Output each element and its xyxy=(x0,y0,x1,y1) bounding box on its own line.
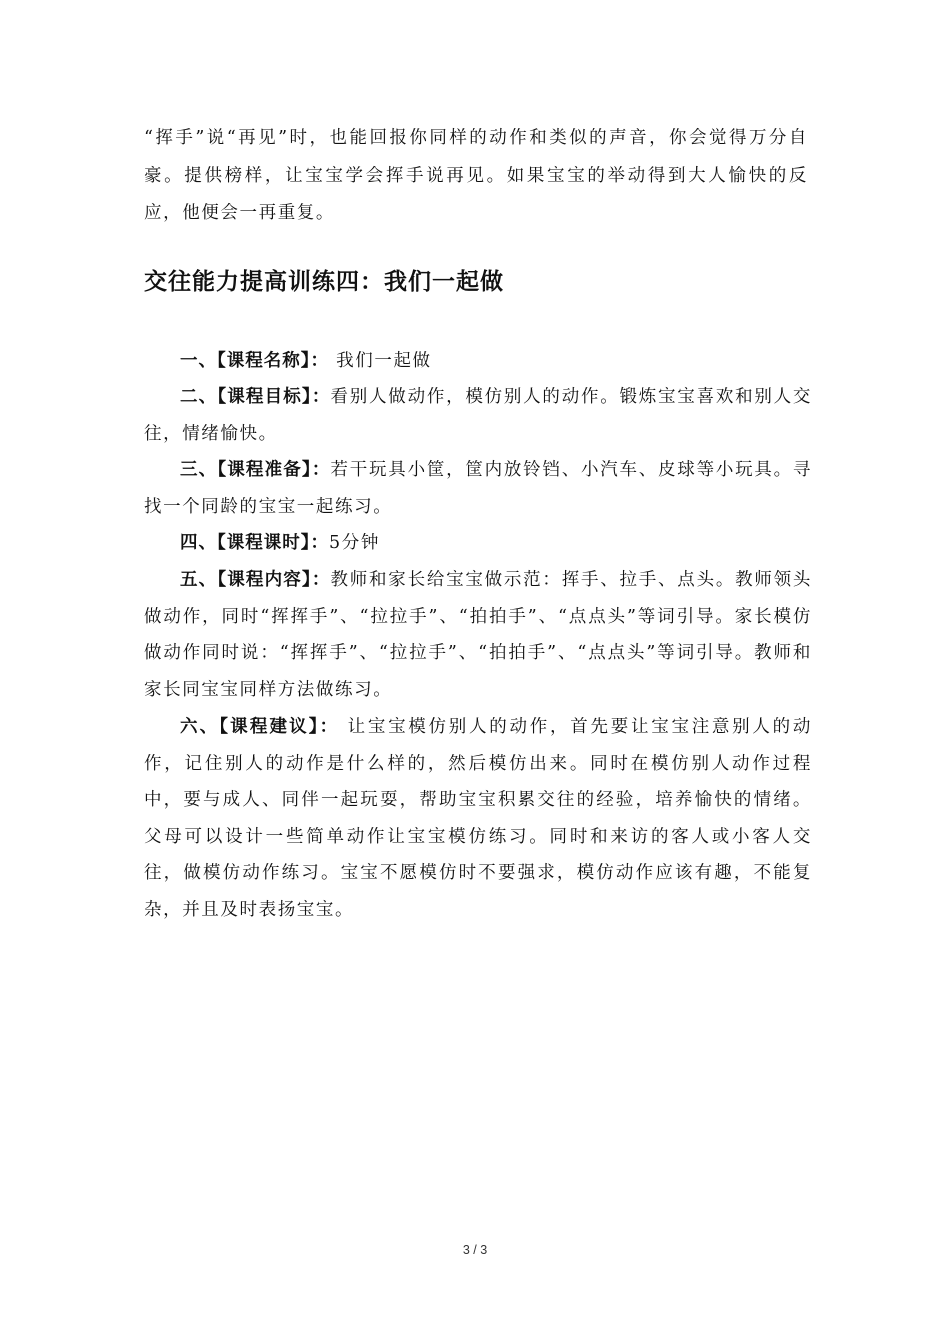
item-text: 教师和家长给宝宝做示范：挥手、拉手、点头。教师领头做动作，同时“挥挥手”、“拉拉手”、“拍拍手”、“点点头”等词引导。家长模仿做动作同时说：“挥挥手”、“拉拉手”、“拍拍手”、“点点头”等词引导。教师和家长同宝宝同样方法做练习。 xyxy=(144,570,812,700)
item-label: 二、【课程目标】： xyxy=(180,387,331,407)
page-number: 3 / 3 xyxy=(462,1243,488,1257)
item-course-duration xyxy=(144,525,812,562)
item-text: 我们一起做 xyxy=(329,351,432,371)
item-text: 5分钟 xyxy=(329,533,380,553)
item-label: 一、【课程名称】： xyxy=(180,351,329,371)
item-course-name xyxy=(144,343,812,380)
item-course-goal xyxy=(144,379,812,452)
item-label: 五、【课程内容】： xyxy=(180,570,331,590)
item-text: 若干玩具小筐，筐内放铃铛、小汽车、皮球等小玩具。寻找一个同龄的宝宝一起练习。 xyxy=(144,460,812,517)
item-label: 三、【课程准备】： xyxy=(180,460,331,480)
section-title: 交往能力提高训练四：我们一起做 xyxy=(144,269,504,295)
intro-paragraph: “挥手”说“再见”时，也能回报你同样的动作和类似的声音，你会觉得万分自豪。提供榜样，让宝宝学会挥手说再见。如果宝宝的举动得到大人愉快的反应，他便会一再重复。 xyxy=(144,128,808,223)
item-text: 让宝宝模仿别人的动作，首先要让宝宝注意别人的动作，记住别人的动作是什么样的，然后模仿出来。同时在模仿别人动作过程中，要与成人、同伴一起玩耍，帮助宝宝积累交往的经验，培养愉快的情绪。父母可以设计一些简单动作让宝宝模仿练习。同时和来访的客人或小客人交往，做模仿动作练习。宝宝不愿模仿时不要强求，模仿动作应该有趣，不能复杂，并且及时表扬宝宝。 xyxy=(144,717,812,920)
item-text: 看别人做动作，模仿别人的动作。锻炼宝宝喜欢和别人交往，情绪愉快。 xyxy=(144,387,812,444)
item-label: 四、【课程课时】： xyxy=(180,533,329,553)
item-label: 六、【课程建议】： xyxy=(180,717,340,737)
item-course-content xyxy=(144,562,812,708)
item-course-preparation xyxy=(144,452,812,525)
item-course-suggestion xyxy=(144,709,812,928)
